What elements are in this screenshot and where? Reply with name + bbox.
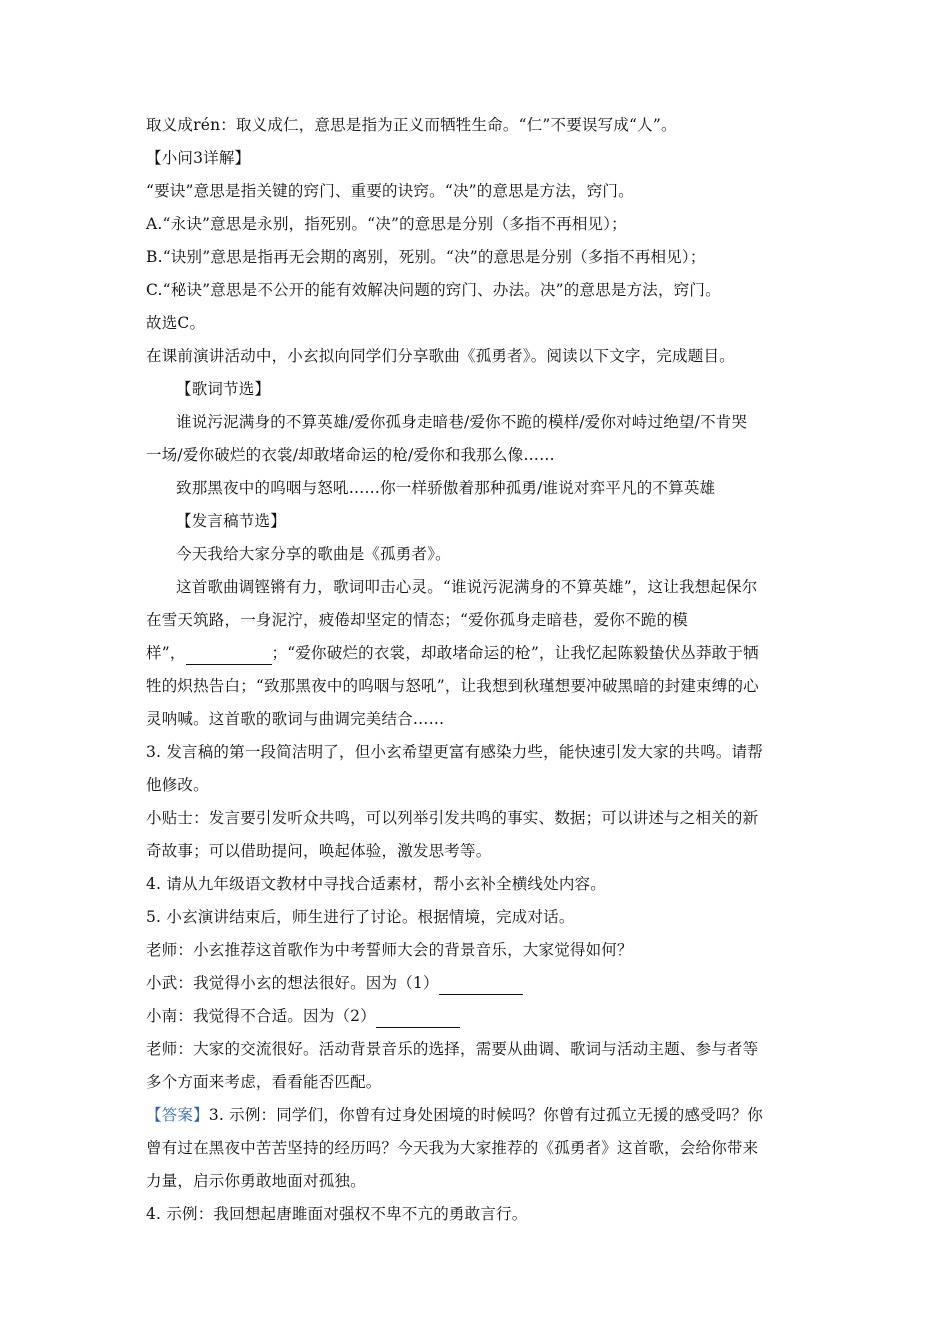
option-a: A.“永诀”意思是永别，指死别。“决”的意思是分别（多指不再相见）； — [146, 215, 627, 233]
tip-line: 奇故事；可以借助提问，唤起体验，激发思考等。 — [146, 842, 492, 860]
speech-line: 今天我给大家分享的歌曲是《孤勇者》。 — [176, 545, 451, 563]
section-heading: 【发言稿节选】 — [176, 512, 286, 530]
section-heading: 【歌词节选】 — [176, 380, 271, 398]
fill-blank — [439, 972, 523, 995]
dialogue-line: 多个方面来考虑，看看能否匹配。 — [146, 1073, 382, 1091]
answer-line: 力量，启示你勇敢地面对孤独。 — [146, 1172, 366, 1190]
fill-blank — [186, 642, 272, 665]
speech-line-with-blank — [146, 642, 806, 665]
question-intro: 在课前演讲活动中，小玄拟向同学们分享歌曲《孤勇者》。阅读以下文字，完成题目。 — [146, 347, 735, 365]
tip-line: 小贴士：发言要引发听众共鸣，可以列举引发共鸣的事实、数据；可以讲述与之相关的新 — [146, 809, 759, 827]
question-3: 3. 发言稿的第一段简洁明了，但小玄希望更富有感染力些，能快速引发大家的共鸣。请帮 — [146, 743, 763, 761]
question-5: 5. 小玄演讲结束后，师生进行了讨论。根据情境，完成对话。 — [146, 908, 575, 926]
text-line: 故选C。 — [146, 314, 206, 332]
text-line: 他修改。 — [146, 776, 209, 794]
text-segment: 小南：我觉得不合适。因为（2） — [146, 1007, 376, 1025]
speech-line: 这首歌曲调铿锵有力，歌词叩击心灵。“谁说污泥满身的不算英雄”，这让我想起保尔 — [176, 578, 758, 596]
speech-line: 牲的炽热告白；“致那黑夜中的呜咽与怒吼”，让我想到秋瑾想要冲破黑暗的封建束缚的心 — [146, 677, 759, 695]
text-line: 取义成rén：取义成仁，意思是指为正义而牺牲生命。“仁”不要误写成“人”。 — [146, 116, 677, 134]
answer-tag: 【答案】 — [146, 1106, 209, 1124]
lyrics-line: 一场/爱你破烂的衣裳/却敢堵命运的枪/爱你和我那么像…… — [146, 446, 555, 464]
text-segment: ；“爱你破烂的衣裳，却敢堵命运的枪”，让我忆起陈毅蛰伏丛莽敢于牺 — [271, 644, 759, 662]
question-4: 4. 请从九年级语文教材中寻找合适素材，帮小玄补全横线处内容。 — [146, 875, 606, 893]
dialogue-line-with-blank — [146, 1005, 806, 1028]
option-c: C.“秘诀”意思是不公开的能有效解决问题的窍门、办法。决”的意思是方法，窍门。 — [146, 281, 721, 299]
lyrics-line: 谁说污泥满身的不算英雄/爱你孤身走暗巷/爱你不跪的模样/爱你对峙过绝望/不肯哭 — [176, 413, 748, 431]
lyrics-line: 致那黑夜中的呜咽与怒吼……你一样骄傲着那种孤勇/谁说对弈平凡的不算英雄 — [176, 479, 716, 497]
text-segment: 样”， — [146, 644, 186, 662]
text-line: “要诀”意思是指关键的窍门、重要的诀窍。“决”的意思是方法，窍门。 — [146, 182, 634, 200]
fill-blank — [376, 1005, 460, 1028]
speech-line: 灵呐喊。这首歌的歌词与曲调完美结合…… — [146, 710, 445, 728]
answer-line: 4. 示例：我回想起唐雎面对强权不卑不亢的勇敢言行。 — [146, 1205, 528, 1223]
dialogue-line-with-blank — [146, 972, 806, 995]
dialogue-line: 老师：小玄推荐这首歌作为中考誓师大会的背景音乐，大家觉得如何？ — [146, 941, 633, 959]
section-heading: 【小问3详解】 — [146, 149, 251, 167]
answer-line — [146, 1104, 806, 1126]
dialogue-line: 老师：大家的交流很好。活动背景音乐的选择，需要从曲调、歌词与活动主题、参与者等 — [146, 1040, 759, 1058]
answer-line: 曾有过在黑夜中苦苦坚持的经历吗？今天我为大家推荐的《孤勇者》这首歌，会给你带来 — [146, 1139, 759, 1157]
text-segment: 3. 示例：同学们，你曾有过身处困境的时候吗？你曾有过孤立无援的感受吗？你 — [208, 1106, 763, 1124]
text-segment: 小武：我觉得小玄的想法很好。因为（1） — [146, 974, 439, 992]
option-b: B.“诀别”意思是指再无会期的离别，死别。“决”的意思是分别（多指不再相见）； — [146, 248, 706, 266]
speech-line: 在雪天筑路，一身泥泞，疲倦却坚定的情态；“爱你孤身走暗巷，爱你不跪的模 — [146, 611, 688, 629]
